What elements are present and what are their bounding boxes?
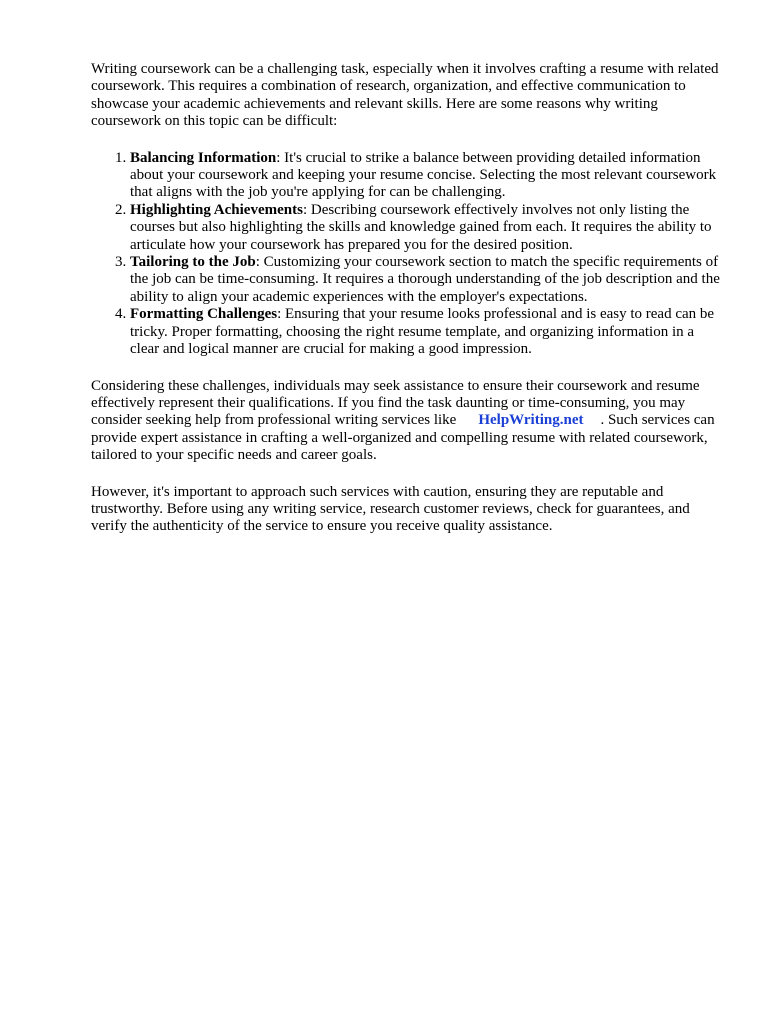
caution-paragraph: However, it's important to approach such services with caution, ensuring they are reputable and trustworthy. Before using any writing service, research customer reviews, check for guarantees, and verify the authenticity of the service to ensure you receive quality assistance. (91, 483, 690, 535)
list-item (130, 306, 723, 358)
list-item-title: Highlighting Achievements (130, 201, 303, 218)
list-item-title: Balancing Information (130, 149, 277, 166)
list-item-title: Formatting Challenges (130, 306, 278, 323)
document-page (91, 61, 723, 536)
reasons-list (91, 150, 723, 359)
list-item-title: Tailoring to the Job (130, 254, 256, 271)
helpwriting-link[interactable]: HelpWriting.net (478, 412, 584, 429)
list-item-text: : Describing coursework effectively involves not only listing the courses but also highlighting the skills and knowledge gained from each. It requires the ability to articulate how your coursework has prepared you for the desired position. (130, 201, 712, 253)
list-item-text: : Customizing your coursework section to match the specific requirements of the job can be time-consuming. It requires a thorough understanding of the job description and the ability to align your academic experiences with the employer's expectations. (130, 254, 720, 305)
list-item-text: : It's crucial to strike a balance between providing detailed information about your coursework and keeping your resume concise. Selecting the most relevant coursework that aligns with the job you're applying for can be challenging. (130, 149, 717, 201)
list-item (130, 202, 723, 254)
list-item (130, 254, 723, 306)
services-text-before: Considering these challenges, individuals may seek assistance to ensure their coursework and resume effectively represent their qualifications. If you find the task daunting or time-consuming, you may consider seeking help from professional writing services like (91, 377, 700, 429)
list-item (130, 150, 723, 202)
services-paragraph (91, 378, 723, 465)
list-item-text: : Ensuring that your resume looks professional and is easy to read can be tricky. Proper formatting, choosing the right resume template, and organizing information in a clear and logical manner are crucial for making a good impression. (130, 306, 715, 358)
services-text-after: . Such services can provide expert assistance in crafting a well-organized and compelling resume with related coursework, tailored to your specific needs and career goals. (91, 412, 715, 464)
intro-paragraph: Writing coursework can be a challenging task, especially when it involves crafting a resume with related coursework. This requires a combination of research, organization, and effective communication to showcase your academic achievements and relevant skills. Here are some reasons why writing coursework on this topic can be difficult: (91, 61, 719, 130)
